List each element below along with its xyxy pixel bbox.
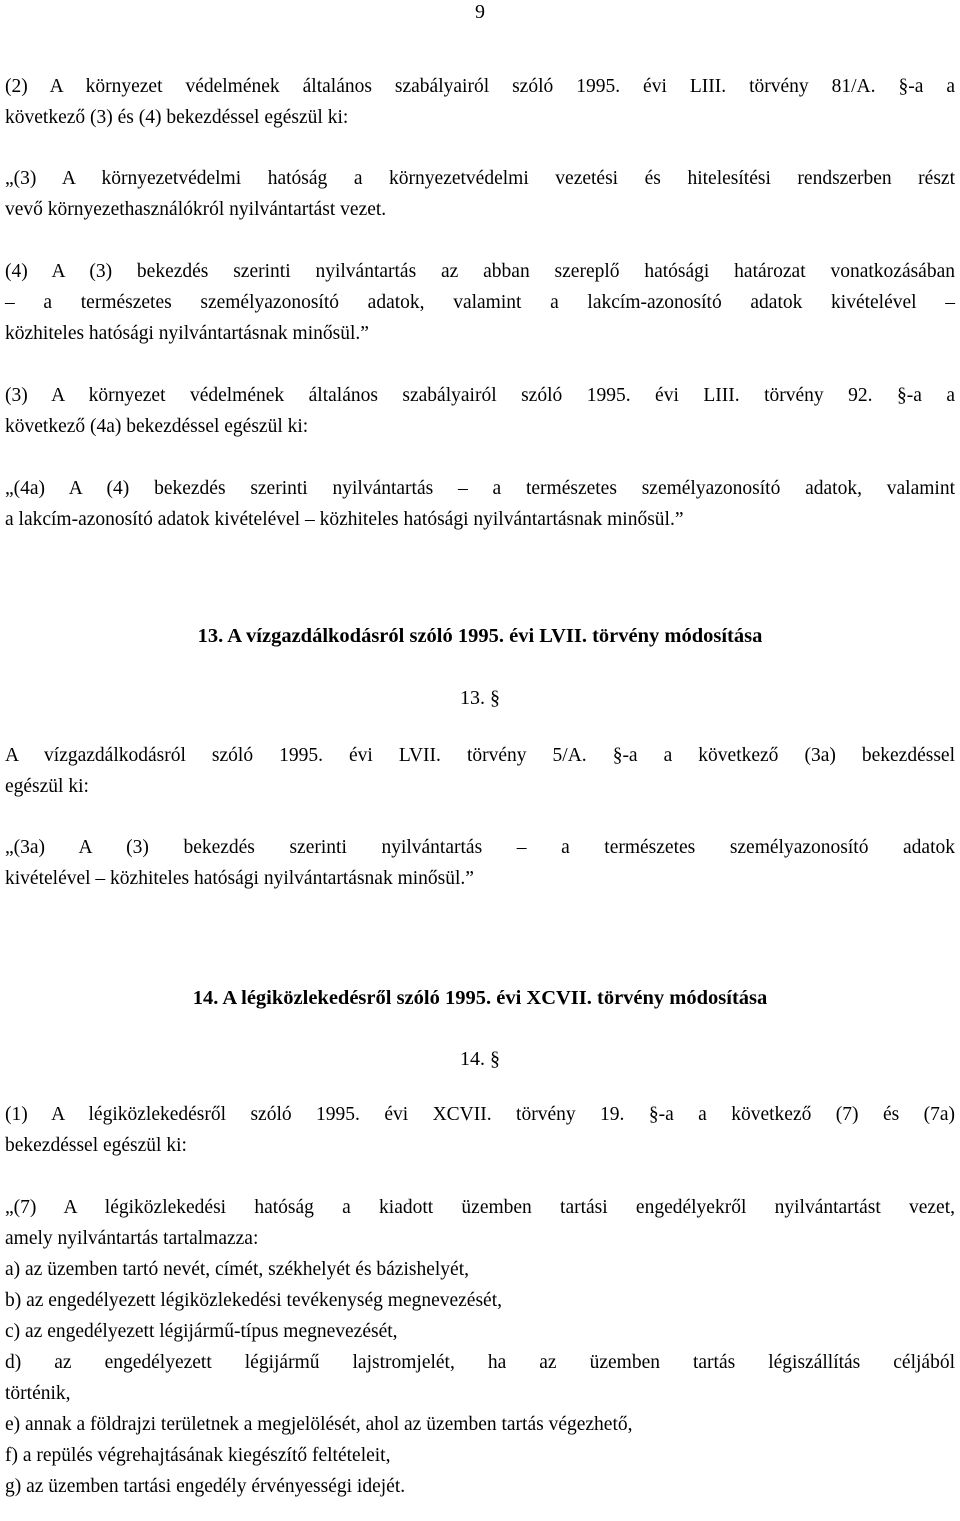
paragraph-line: a lakcím-azonosító adatok kivételével – közhiteles hatósági nyilvántartásnak minősül.” (5, 509, 684, 530)
paragraph-2 (5, 71, 955, 133)
quote-paragraph-3a (5, 832, 955, 894)
paragraph-line: „(7) A légiközlekedési hatóság a kiadott üzemben tartási engedélyekről nyilvántartást vezet, (5, 1197, 955, 1218)
paragraph-3 (5, 380, 955, 442)
paragraph-line: amely nyilvántartás tartalmazza: (5, 1228, 259, 1249)
list-item: f) a repülés végrehajtásának kiegészítő feltételeit, (5, 1445, 391, 1466)
list-item: e) annak a földrajzi területnek a megjelölését, ahol az üzemben tartás végezhető, (5, 1414, 633, 1435)
paragraph-line: – a természetes személyazonosító adatok, valamint a lakcím-azonosító adatok kivételével – (5, 292, 955, 313)
section-14-heading: 14. A légiközlekedésről szóló 1995. évi XCVII. törvény módosítása (192, 987, 768, 1009)
quote-paragraph-7 (5, 1192, 955, 1502)
section-13-intro (5, 740, 955, 802)
paragraph-line: egészül ki: (5, 776, 89, 797)
paragraph-line: (1) A légiközlekedésről szóló 1995. évi XCVII. törvény 19. §-a a következő (7) és (7a) (5, 1104, 955, 1125)
paragraph-line: A vízgazdálkodásról szóló 1995. évi LVII. törvény 5/A. §-a a következő (3a) bekezdéssel (5, 745, 955, 766)
list-item: történik, (5, 1383, 71, 1404)
paragraph-line: kivételével – közhiteles hatósági nyilvántartásnak minősül.” (5, 868, 474, 889)
paragraph-line: vevő környezethasználókról nyilvántartást vezet. (5, 199, 387, 220)
paragraph-line: „(4a) A (4) bekezdés szerinti nyilvántartás – a természetes személyazonosító adatok, valamint (5, 478, 955, 499)
section-13-heading: 13. A vízgazdálkodásról szóló 1995. évi LVII. törvény módosítása (197, 625, 763, 647)
paragraph-line: bekezdéssel egészül ki: (5, 1135, 187, 1156)
quote-paragraph-3 (5, 163, 955, 225)
paragraph-line: közhiteles hatósági nyilvántartásnak minősül.” (5, 323, 369, 344)
list-item: c) az engedélyezett légijármű-típus megnevezését, (5, 1321, 398, 1342)
paragraph-line: (2) A környezet védelmének általános szabályairól szóló 1995. évi LIII. törvény 81/A. §-a a (5, 76, 955, 97)
list-item: d) az engedélyezett légijármű lajstromjelét, ha az üzemben tartás légiszállítás céljából (5, 1352, 955, 1373)
quote-paragraph-4a (5, 473, 955, 535)
section-14-paragraph-number: 14. § (460, 1048, 500, 1070)
list-item: b) az engedélyezett légiközlekedési tevékenység megnevezését, (5, 1290, 503, 1311)
quote-paragraph-4 (5, 256, 955, 349)
paragraph-line: következő (3) és (4) bekezdéssel egészül ki: (5, 107, 349, 128)
paragraph-line: következő (4a) bekezdéssel egészül ki: (5, 416, 309, 437)
page-number: 9 (475, 1, 485, 23)
list-item: a) az üzemben tartó nevét, címét, székhelyét és bázishelyét, (5, 1259, 469, 1280)
paragraph-line: „(3a) A (3) bekezdés szerinti nyilvántartás – a természetes személyazonosító adatok (5, 837, 955, 858)
section-13-paragraph-number: 13. § (460, 687, 500, 709)
list-item: g) az üzemben tartási engedély érvényességi idejét. (5, 1476, 406, 1497)
section-14-paragraph-1 (5, 1099, 955, 1161)
paragraph-line: (3) A környezet védelmének általános szabályairól szóló 1995. évi LIII. törvény 92. §-a a (5, 385, 955, 406)
paragraph-line: (4) A (3) bekezdés szerinti nyilvántartás az abban szereplő hatósági határozat vonatkozásában (5, 261, 955, 282)
paragraph-line: „(3) A környezetvédelmi hatóság a környezetvédelmi vezetési és hitelesítési rendszerben részt (5, 168, 955, 189)
